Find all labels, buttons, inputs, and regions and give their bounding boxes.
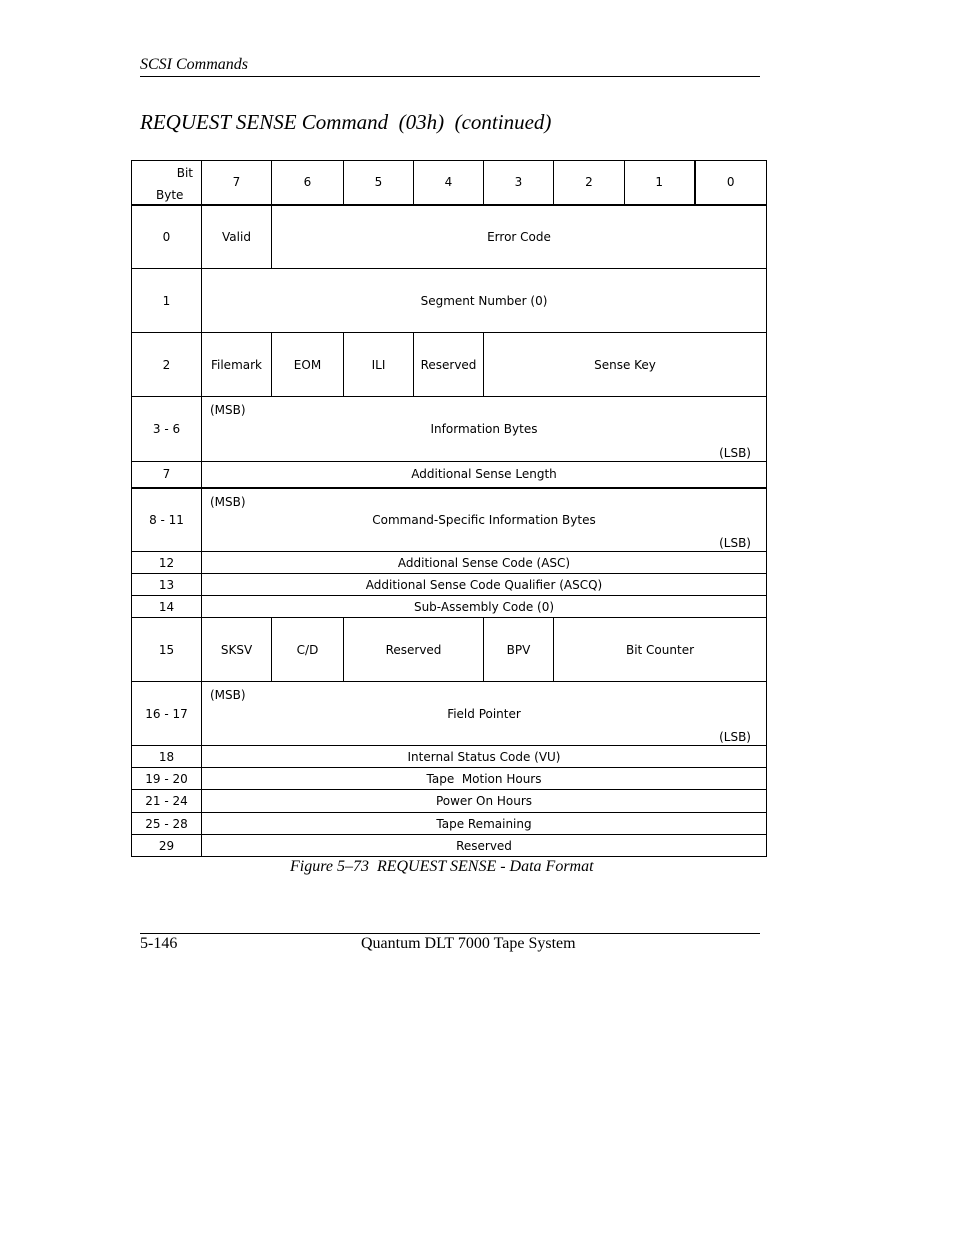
information-bytes-field [202,397,767,462]
bit-header-row [132,161,767,205]
msb-marker: (MSB) [210,403,246,417]
byte-number: 15 [132,618,202,682]
tape-motion-hours-field: Tape Motion Hours [202,768,767,790]
table-row [132,768,767,790]
power-on-hours-field: Power On Hours [202,790,767,813]
reserved-field: Reserved [344,618,484,682]
field-label: Command-Specific Information Bytes [372,512,596,527]
byte-number: 14 [132,596,202,618]
running-head: SCSI Commands [140,56,249,73]
table-row [132,596,767,618]
reserved-field: Reserved [202,835,767,857]
bit-6-header: 6 [272,161,344,205]
ili-field: ILI [344,333,414,397]
segment-number-field: Segment Number (0) [202,269,767,333]
byte-number: 7 [132,462,202,488]
asc-field: Additional Sense Code (ASC) [202,552,767,574]
lsb-marker: (LSB) [719,730,751,744]
byte-label: Byte [156,187,184,202]
byte-number: 12 [132,552,202,574]
table-row [132,552,767,574]
table-row [132,333,767,397]
msb-marker: (MSB) [210,688,246,702]
error-code-field: Error Code [272,205,767,269]
byte-number: 19 - 20 [132,768,202,790]
ascq-field: Additional Sense Code Qualifier (ASCQ) [202,574,767,596]
footer-title: Quantum DLT 7000 Tape System [361,935,576,952]
bit-4-header: 4 [414,161,484,205]
bit-5-header: 5 [344,161,414,205]
byte-number: 29 [132,835,202,857]
bit-0-header: 0 [695,161,767,205]
field-label: Field Pointer [447,706,521,721]
header-rule [140,76,760,77]
table-row [132,682,767,746]
lsb-marker: (LSB) [719,536,751,550]
bit-3-header: 3 [484,161,554,205]
table-row [132,397,767,462]
footer-rule [140,933,760,934]
sub-assembly-code-field: Sub-Assembly Code (0) [202,596,767,618]
table-row [132,488,767,552]
internal-status-code-field: Internal Status Code (VU) [202,746,767,768]
bit-2-header: 2 [554,161,625,205]
byte-number: 0 [132,205,202,269]
tape-remaining-field: Tape Remaining [202,813,767,835]
byte-number: 16 - 17 [132,682,202,746]
page-number: 5-146 [140,935,178,952]
byte-number: 3 - 6 [132,397,202,462]
byte-number: 21 - 24 [132,790,202,813]
byte-number: 25 - 28 [132,813,202,835]
sksv-field: SKSV [202,618,272,682]
table-row [132,746,767,768]
lsb-marker: (LSB) [719,446,751,460]
table-row [132,269,767,333]
table-row [132,574,767,596]
reserved-field: Reserved [414,333,484,397]
table-row [132,813,767,835]
byte-number: 1 [132,269,202,333]
eom-field: EOM [272,333,344,397]
command-specific-information-field [202,488,767,552]
field-pointer-field [202,682,767,746]
byte-number: 18 [132,746,202,768]
bit-label: Bit [176,166,193,180]
bit-counter-field: Bit Counter [554,618,767,682]
valid-field: Valid [202,205,272,269]
byte-number: 8 - 11 [132,488,202,552]
field-label: Information Bytes [430,422,538,436]
sense-key-field: Sense Key [484,333,767,397]
table-row [132,835,767,857]
page-title: REQUEST SENSE Command (03h) (continued) [140,110,552,134]
byte-number: 2 [132,333,202,397]
filemark-field: Filemark [202,333,272,397]
msb-marker: (MSB) [210,494,246,509]
table-row [132,205,767,269]
bpv-field: BPV [484,618,554,682]
byte-number: 13 [132,574,202,596]
bit-7-header: 7 [202,161,272,205]
bit-byte-header-cell [132,161,202,205]
request-sense-data-format-table [131,160,767,857]
additional-sense-length-field: Additional Sense Length [202,462,767,488]
cd-field: C/D [272,618,344,682]
table-row [132,790,767,813]
table-row [132,462,767,488]
table-row [132,618,767,682]
figure-caption: Figure 5–73 REQUEST SENSE - Data Format [290,858,594,875]
bit-1-header: 1 [625,161,695,205]
